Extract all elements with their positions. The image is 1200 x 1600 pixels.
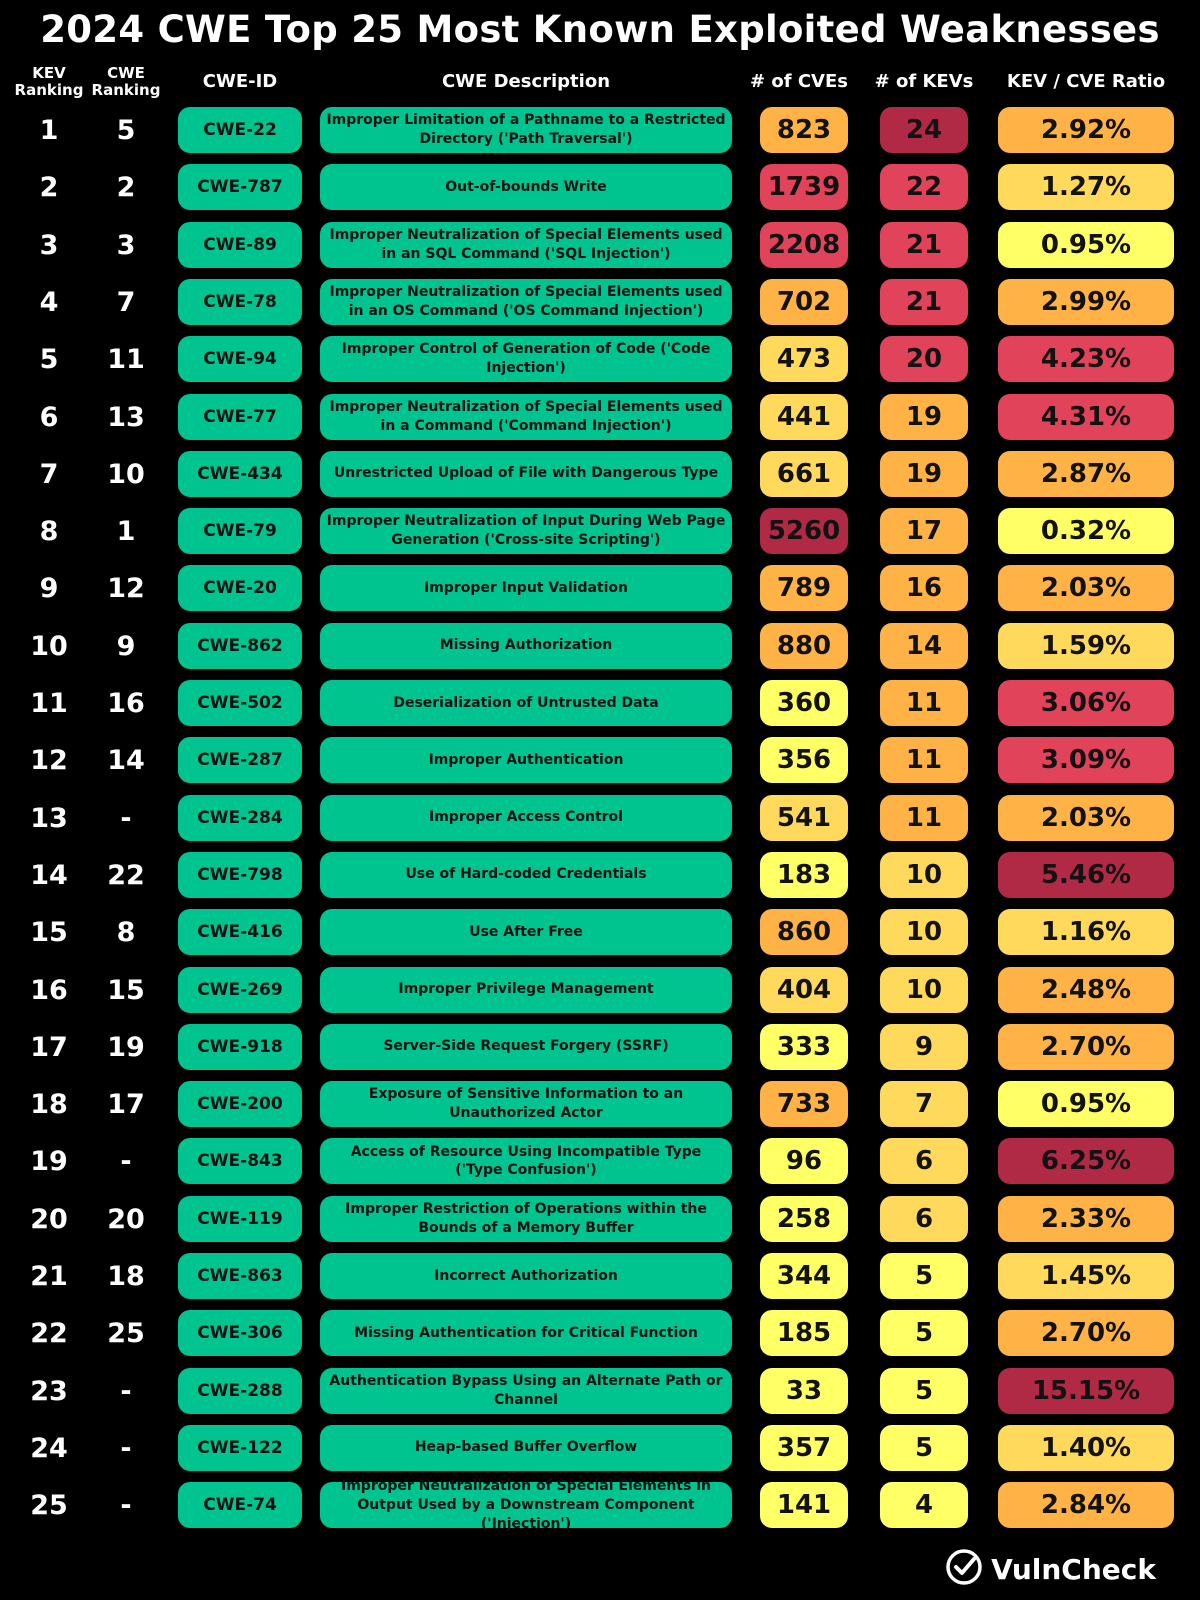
cwe-description: Improper Limitation of a Pathname to a Restricted Directory ('Path Traversal')	[320, 107, 732, 153]
kev-rank: 3	[39, 229, 59, 261]
cwe-id: CWE-119	[178, 1196, 302, 1242]
kev-rank: 22	[30, 1318, 68, 1350]
header-kev-ranking: KEV Ranking	[14, 63, 84, 99]
kev-count: 5	[880, 1253, 968, 1299]
kev-rank: 4	[39, 286, 59, 318]
kev-count: 4	[880, 1482, 968, 1528]
cve-count: 541	[760, 795, 848, 841]
cwe-description: Missing Authentication for Critical Function	[320, 1310, 732, 1356]
cve-count: 357	[760, 1425, 848, 1471]
kev-cve-ratio: 2.87%	[998, 451, 1174, 497]
kev-cve-ratio: 2.92%	[998, 107, 1174, 153]
kev-rank: 1	[39, 115, 59, 146]
cwe-description: Improper Privilege Management	[320, 967, 732, 1013]
cwe-rank: 3	[116, 229, 136, 261]
cwe-rank: 25	[107, 1318, 145, 1350]
kev-rank: 21	[30, 1261, 68, 1292]
kev-count: 20	[880, 336, 968, 382]
cwe-description: Unrestricted Upload of File with Dangerous Type	[320, 451, 732, 497]
kev-count: 7	[880, 1081, 968, 1127]
table-row	[0, 1305, 1200, 1362]
table-row	[0, 962, 1200, 1019]
cwe-rank: 19	[107, 1031, 145, 1063]
cwe-description: Improper Neutralization of Special Elements used in an SQL Command ('SQL Injection')	[320, 222, 732, 268]
kev-rank: 2	[39, 172, 59, 204]
cve-count: 473	[760, 336, 848, 382]
kev-count: 10	[880, 852, 968, 898]
cve-count: 860	[760, 909, 848, 955]
kev-cve-ratio: 2.84%	[998, 1482, 1174, 1528]
kev-count: 19	[880, 451, 968, 497]
kev-rank: 6	[39, 401, 59, 433]
cwe-rank: 13	[107, 401, 145, 433]
kev-rank: 14	[30, 859, 68, 891]
kev-rank: 25	[30, 1490, 68, 1522]
cve-count: 5260	[760, 508, 848, 554]
table-row	[0, 847, 1200, 904]
kev-cve-ratio: 2.33%	[998, 1196, 1174, 1242]
cwe-id: CWE-288	[178, 1368, 302, 1414]
kev-cve-ratio: 3.09%	[998, 737, 1174, 783]
cve-count: 823	[760, 107, 848, 153]
logo-name: VulnCheck	[991, 1552, 1156, 1586]
kev-cve-ratio: 0.95%	[998, 1081, 1174, 1127]
vulncheck-logo	[945, 1548, 1156, 1590]
table-row	[0, 904, 1200, 961]
header-cwe-id: CWE-ID	[202, 70, 278, 92]
cwe-id: CWE-434	[178, 451, 302, 497]
cve-count: 880	[760, 623, 848, 669]
cve-count: 141	[760, 1482, 848, 1528]
kev-count: 19	[880, 394, 968, 440]
kev-count: 22	[880, 164, 968, 210]
kev-count: 9	[880, 1024, 968, 1070]
table-row	[0, 1019, 1200, 1076]
kev-cve-ratio: 1.16%	[998, 909, 1174, 955]
cwe-id: CWE-77	[178, 394, 302, 440]
table-row	[0, 274, 1200, 331]
kev-count: 6	[880, 1196, 968, 1242]
kev-cve-ratio: 1.45%	[998, 1253, 1174, 1299]
cwe-rank: 14	[107, 745, 145, 777]
kev-count: 5	[880, 1425, 968, 1471]
cwe-id: CWE-269	[178, 967, 302, 1013]
kev-rank: 18	[30, 1089, 68, 1121]
kev-cve-ratio: 2.03%	[998, 795, 1174, 841]
cwe-rank: 9	[116, 630, 136, 662]
header-num-kevs: # of KEVs	[874, 70, 974, 92]
cve-count: 789	[760, 565, 848, 611]
table-row	[0, 159, 1200, 216]
cwe-id: CWE-200	[178, 1081, 302, 1127]
kev-count: 5	[880, 1368, 968, 1414]
cwe-rank: 8	[116, 917, 136, 949]
kev-count: 11	[880, 737, 968, 783]
cwe-rank: 12	[107, 573, 145, 605]
cwe-id: CWE-862	[178, 623, 302, 669]
cve-count: 183	[760, 852, 848, 898]
cve-count: 2208	[760, 222, 848, 268]
table-row	[0, 331, 1200, 388]
cwe-description: Missing Authorization	[320, 623, 732, 669]
cwe-id: CWE-918	[178, 1024, 302, 1070]
kev-cve-ratio: 2.70%	[998, 1310, 1174, 1356]
kev-cve-ratio: 2.03%	[998, 565, 1174, 611]
cwe-id: CWE-502	[178, 680, 302, 726]
kev-cve-ratio: 15.15%	[998, 1368, 1174, 1414]
cve-count: 441	[760, 394, 848, 440]
table-row	[0, 618, 1200, 675]
cwe-description: Improper Neutralization of Special Elements in Output Used by a Downstream Component ('Injection')	[320, 1482, 732, 1528]
cve-count: 344	[760, 1253, 848, 1299]
cwe-rank: 2	[116, 172, 136, 204]
table-row	[0, 217, 1200, 274]
cve-count: 333	[760, 1024, 848, 1070]
table-row	[0, 1248, 1200, 1305]
cwe-rank: 22	[107, 859, 145, 891]
cwe-id: CWE-94	[178, 336, 302, 382]
cwe-id: CWE-20	[178, 565, 302, 611]
cwe-description: Improper Neutralization of Input During Web Page Generation ('Cross-site Scripting')	[320, 508, 732, 554]
kev-cve-ratio: 3.06%	[998, 680, 1174, 726]
cwe-id: CWE-78	[178, 279, 302, 325]
kev-rank: 17	[30, 1031, 68, 1063]
kev-rank: 24	[30, 1432, 68, 1464]
cwe-id: CWE-284	[178, 795, 302, 841]
cwe-rank: -	[120, 802, 132, 834]
kev-rank: 15	[30, 917, 68, 949]
table-row	[0, 446, 1200, 503]
header-kev-cve-ratio: KEV / CVE Ratio	[1006, 70, 1166, 92]
cwe-description: Use After Free	[320, 909, 732, 955]
cwe-id: CWE-22	[178, 107, 302, 153]
cwe-id: CWE-787	[178, 164, 302, 210]
kev-cve-ratio: 1.59%	[998, 623, 1174, 669]
kev-count: 6	[880, 1138, 968, 1184]
kev-rank: 9	[39, 573, 59, 605]
cwe-rank: -	[120, 1432, 132, 1464]
cwe-description: Improper Neutralization of Special Elements used in an OS Command ('OS Command Injection')	[320, 279, 732, 325]
cve-count: 661	[760, 451, 848, 497]
cwe-description: Improper Authentication	[320, 737, 732, 783]
cwe-rank: 15	[107, 974, 145, 1006]
cwe-description: Improper Access Control	[320, 795, 732, 841]
kev-count: 5	[880, 1310, 968, 1356]
kev-cve-ratio: 5.46%	[998, 852, 1174, 898]
cwe-description: Access of Resource Using Incompatible Type ('Type Confusion')	[320, 1138, 732, 1184]
kev-count: 11	[880, 795, 968, 841]
kev-rank: 19	[30, 1146, 68, 1178]
kev-count: 17	[880, 508, 968, 554]
page-title: 2024 CWE Top 25 Most Known Exploited Weaknesses	[40, 8, 1160, 51]
table-row	[0, 102, 1200, 159]
header-num-cves: # of CVEs	[750, 70, 848, 92]
kev-cve-ratio: 0.32%	[998, 508, 1174, 554]
table-row	[0, 389, 1200, 446]
cwe-description: Incorrect Authorization	[320, 1253, 732, 1299]
cwe-rank: 20	[107, 1203, 145, 1235]
kev-cve-ratio: 0.95%	[998, 222, 1174, 268]
cwe-id: CWE-306	[178, 1310, 302, 1356]
cwe-id: CWE-74	[178, 1482, 302, 1528]
kev-rank: 11	[30, 688, 68, 719]
kev-rank: 23	[30, 1375, 68, 1407]
header-cwe-ranking: CWE Ranking	[91, 63, 161, 99]
table-row	[0, 1133, 1200, 1190]
kev-cve-ratio: 4.31%	[998, 394, 1174, 440]
kev-cve-ratio: 2.99%	[998, 279, 1174, 325]
cwe-description: Server-Side Request Forgery (SSRF)	[320, 1024, 732, 1070]
kev-rank: 5	[39, 344, 59, 376]
kev-rank: 12	[30, 745, 68, 777]
kev-rank: 13	[30, 802, 68, 834]
kev-count: 24	[880, 107, 968, 153]
cve-count: 702	[760, 279, 848, 325]
cve-count: 1739	[760, 164, 848, 210]
cve-count: 404	[760, 967, 848, 1013]
cwe-id: CWE-843	[178, 1138, 302, 1184]
cve-count: 33	[760, 1368, 848, 1414]
cve-count: 356	[760, 737, 848, 783]
cwe-description: Heap-based Buffer Overflow	[320, 1425, 732, 1471]
kev-cve-ratio: 4.23%	[998, 336, 1174, 382]
cwe-description: Authentication Bypass Using an Alternate Path or Channel	[320, 1368, 732, 1414]
kev-rank: 8	[39, 516, 59, 548]
table-row	[0, 1477, 1200, 1534]
kev-cve-ratio: 2.48%	[998, 967, 1174, 1013]
kev-rank: 10	[30, 630, 68, 662]
cwe-rank: 10	[107, 458, 145, 490]
kev-count: 14	[880, 623, 968, 669]
cwe-id: CWE-79	[178, 508, 302, 554]
cwe-description: Out-of-bounds Write	[320, 164, 732, 210]
kev-cve-ratio: 6.25%	[998, 1138, 1174, 1184]
cwe-id: CWE-89	[178, 222, 302, 268]
cwe-rank: 18	[107, 1261, 145, 1292]
table-row	[0, 560, 1200, 617]
cwe-id: CWE-122	[178, 1425, 302, 1471]
kev-rank: 7	[39, 458, 59, 490]
table-row	[0, 503, 1200, 560]
table-row	[0, 675, 1200, 732]
cwe-rank: -	[120, 1146, 132, 1178]
cwe-rank: 11	[107, 344, 145, 376]
cwe-description: Improper Restriction of Operations within the Bounds of a Memory Buffer	[320, 1196, 732, 1242]
kev-count: 16	[880, 565, 968, 611]
kev-cve-ratio: 2.70%	[998, 1024, 1174, 1070]
table-row	[0, 1191, 1200, 1248]
kev-rank: 16	[30, 974, 68, 1006]
kev-count: 11	[880, 680, 968, 726]
table-row	[0, 732, 1200, 789]
cwe-description: Use of Hard-coded Credentials	[320, 852, 732, 898]
kev-count: 10	[880, 909, 968, 955]
header-cwe-description: CWE Description	[441, 70, 611, 92]
kev-count: 10	[880, 967, 968, 1013]
kev-count: 21	[880, 222, 968, 268]
kev-count: 21	[880, 279, 968, 325]
table-row	[0, 790, 1200, 847]
cwe-rank: 5	[116, 115, 136, 146]
cve-count: 258	[760, 1196, 848, 1242]
cwe-description: Improper Neutralization of Special Elements used in a Command ('Command Injection')	[320, 394, 732, 440]
cwe-rank: -	[120, 1490, 132, 1522]
cwe-description: Improper Input Validation	[320, 565, 732, 611]
table-row	[0, 1420, 1200, 1477]
cve-count: 360	[760, 680, 848, 726]
cve-count: 185	[760, 1310, 848, 1356]
cve-count: 733	[760, 1081, 848, 1127]
table-row	[0, 1076, 1200, 1133]
cwe-id: CWE-863	[178, 1253, 302, 1299]
cwe-id: CWE-798	[178, 852, 302, 898]
cwe-description: Improper Control of Generation of Code ('Code Injection')	[320, 336, 732, 382]
cwe-description: Deserialization of Untrusted Data	[320, 680, 732, 726]
cwe-rank: 17	[107, 1089, 145, 1121]
cwe-description: Exposure of Sensitive Information to an Unauthorized Actor	[320, 1081, 732, 1127]
cwe-rank: -	[120, 1375, 132, 1407]
cwe-rank: 7	[116, 286, 136, 318]
cwe-id: CWE-287	[178, 737, 302, 783]
cwe-rank: 1	[116, 516, 136, 548]
cve-count: 96	[760, 1138, 848, 1184]
kev-rank: 20	[30, 1203, 68, 1235]
kev-cve-ratio: 1.40%	[998, 1425, 1174, 1471]
table-row	[0, 1363, 1200, 1420]
cwe-rank: 16	[107, 688, 145, 719]
cwe-id: CWE-416	[178, 909, 302, 955]
check-shield-icon	[945, 1548, 983, 1590]
kev-cve-ratio: 1.27%	[998, 164, 1174, 210]
